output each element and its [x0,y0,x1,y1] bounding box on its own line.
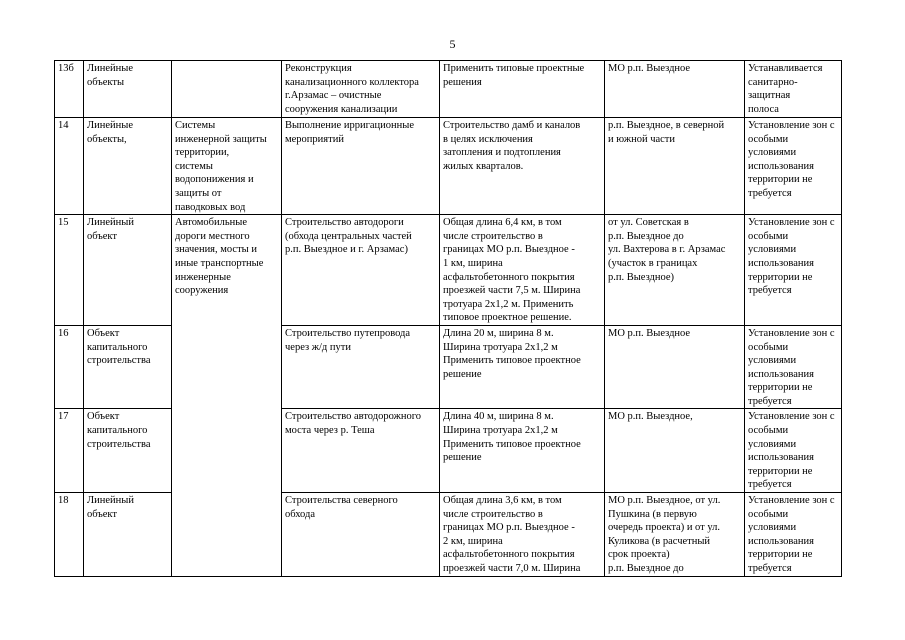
special-zones-cell: Установление зон с особыми условиями использования территории не требуется [745,118,842,215]
object-type-cell: Объект капитального строительства [84,409,172,493]
row-number-cell: 17 [55,409,84,493]
row-number-cell: 15 [55,215,84,326]
object-name-cell: Выполнение ирригационные мероприятий [282,118,440,215]
table-row [55,409,842,493]
special-zones-cell: Установление зон с особыми условиями использования территории не требуется [745,493,842,577]
table-row [55,493,842,577]
object-location-cell: МО р.п. Выездное, от ул. Пушкина (в первую очередь проекта) и от ул. Куликова (в расчетный срок проекта) р.п. Выездное до [605,493,745,577]
row-number-cell: 14 [55,118,84,215]
object-category-cell [172,493,282,577]
object-category-cell [172,325,282,409]
row-number-cell: 18 [55,493,84,577]
object-parameters-cell: Общая длина 6,4 км, в том числе строительство в границах МО р.п. Выездное - 1 км, ширина асфальтобетонного покрытия проезжей части 7,5 м. Ширина тротуара 2х1,2 м. Применить типовое проектное решение. [440,215,605,326]
object-name-cell: Строительство автодороги (обхода центральных частей р.п. Выездное и г. Арзамас) [282,215,440,326]
special-zones-cell: Установление зон с особыми условиями использования территории не требуется [745,215,842,326]
object-type-cell: Линейный объект [84,215,172,326]
table-row [55,118,842,215]
table-row [55,325,842,409]
special-zones-cell: Установление зон с особыми условиями использования территории не требуется [745,409,842,493]
object-type-cell: Объект капитального строительства [84,325,172,409]
table-row [55,61,842,118]
object-type-cell: Линейный объект [84,493,172,577]
object-name-cell: Строительство автодорожного моста через р. Теша [282,409,440,493]
object-location-cell: МО р.п. Выездное [605,61,745,118]
object-name-cell: Строительства северного обхода [282,493,440,577]
object-location-cell: МО р.п. Выездное, [605,409,745,493]
object-parameters-cell: Длина 20 м, ширина 8 м. Ширина тротуара 2х1,2 м Применить типовое проектное решение [440,325,605,409]
object-type-cell: Линейные объекты, [84,118,172,215]
row-number-cell: 13б [55,61,84,118]
special-zones-cell: Устанавливается санитарно-защитная полоса [745,61,842,118]
table-row [55,215,842,326]
special-zones-cell: Установление зон с особыми условиями использования территории не требуется [745,325,842,409]
row-number-cell: 16 [55,325,84,409]
object-parameters-cell: Применить типовые проектные решения [440,61,605,118]
page-number: 5 [449,37,456,51]
object-location-cell: от ул. Советская в р.п. Выездное до ул. Вахтерова в г. Арзамас (участок в границах р.п. Выездное) [605,215,745,326]
object-category-cell [172,409,282,493]
object-parameters-cell: Длина 40 м, ширина 8 м. Ширина тротуара 2х1,2 м Применить типовое проектное решение [440,409,605,493]
document-table [54,60,842,577]
object-location-cell: р.п. Выездное, в северной и южной части [605,118,745,215]
object-category-cell: Системы инженерной защиты территории, системы водопонижения и защиты от паводковых вод [172,118,282,215]
object-name-cell: Реконструкция канализационного коллектора г.Арзамас – очистные сооружения канализации [282,61,440,118]
object-location-cell: МО р.п. Выездное [605,325,745,409]
object-category-cell [172,61,282,118]
object-name-cell: Строительство путепровода через ж/д пути [282,325,440,409]
object-type-cell: Линейные объекты [84,61,172,118]
object-parameters-cell: Общая длина 3,6 км, в том числе строительство в границах МО р.п. Выездное - 2 км, ширина асфальтобетонного покрытия проезжей части 7,0 м. Ширина [440,493,605,577]
object-parameters-cell: Строительство дамб и каналов в целях исключения затопления и подтопления жилых кварталов. [440,118,605,215]
object-category-cell: Автомобильные дороги местного значения, мосты и иные транспортные инженерные сооружения [172,215,282,326]
